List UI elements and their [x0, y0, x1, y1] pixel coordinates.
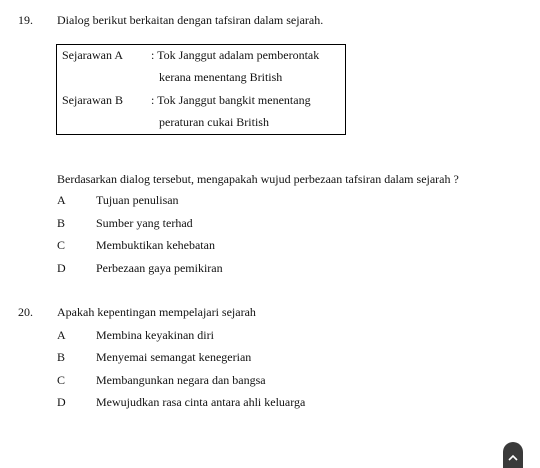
option-text[interactable]: Mewujudkan rasa cinta antara ahli keluarga [96, 395, 306, 409]
option-text[interactable]: Tujuan penulisan [96, 193, 179, 207]
chevron-up-icon [507, 454, 519, 462]
question-prompt: Dialog berikut berkaitan dengan tafsiran dalam sejarah. [57, 13, 324, 27]
option-text[interactable]: Perbezaan gaya pemikiran [96, 261, 223, 275]
question-number: 20. [18, 305, 33, 319]
dialog-speaker: Sejarawan A [62, 48, 123, 62]
dialog-line: : Tok Janggut bangkit menentang [151, 93, 311, 107]
option-letter: B [57, 216, 66, 230]
option-letter: B [57, 350, 66, 364]
option-letter: A [57, 193, 66, 207]
option-letter: A [57, 328, 66, 342]
dialog-line: kerana menentang British [159, 70, 283, 84]
option-letter: D [57, 261, 66, 275]
dialog-line: peraturan cukai British [159, 115, 269, 129]
option-letter: C [57, 373, 66, 387]
question-text: Berdasarkan dialog tersebut, mengapakah wujud perbezaan tafsiran dalam sejarah ? [57, 172, 459, 186]
dialog-speaker: Sejarawan B [62, 93, 123, 107]
option-text[interactable]: Membuktikan kehebatan [96, 238, 215, 252]
dialog-line: : Tok Janggut adalam pemberontak [151, 48, 320, 62]
option-letter: D [57, 395, 66, 409]
option-text[interactable]: Membina keyakinan diri [96, 328, 214, 342]
option-letter: C [57, 238, 66, 252]
question-number: 19. [18, 13, 33, 27]
option-text[interactable]: Membangunkan negara dan bangsa [96, 373, 266, 387]
option-text[interactable]: Sumber yang terhad [96, 216, 193, 230]
option-text[interactable]: Menyemai semangat kenegerian [96, 350, 252, 364]
scroll-top-button[interactable] [503, 442, 523, 468]
question-text: Apakah kepentingan mempelajari sejarah [57, 305, 256, 319]
